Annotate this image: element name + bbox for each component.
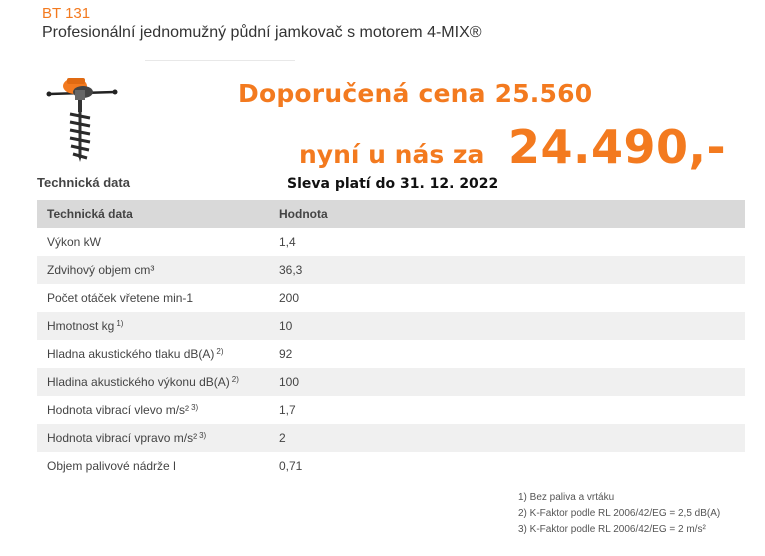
table-row — [37, 312, 745, 340]
footnote: 3) K-Faktor podle RL 2006/42/EG = 2 m/s² — [518, 524, 706, 535]
row-label: Zdvihový objem cm³ — [37, 256, 269, 284]
product-title: Profesionální jednomužný půdní jamkovač s motorem 4-MIX® — [42, 24, 482, 41]
row-label: Hladna akustického tlaku dB(A) $^{2)}$ — [37, 340, 269, 368]
our-price-label: nyní u nás za — [299, 140, 485, 169]
tech-data-table — [37, 200, 745, 480]
table-row — [37, 424, 745, 452]
product-image — [45, 72, 120, 162]
row-label: Hodnota vibrací vpravo m/s² $^{3)}$ — [37, 424, 269, 452]
row-value: 36,3 — [269, 256, 745, 284]
row-value: 1,4 — [269, 228, 745, 256]
row-value: 1,7 — [269, 396, 745, 424]
row-value: 10 — [269, 312, 745, 340]
table-row — [37, 452, 745, 480]
table-row — [37, 396, 745, 424]
row-value: 2 — [269, 424, 745, 452]
earth-auger-icon — [45, 72, 120, 162]
sale-price: 24.490,- — [508, 120, 727, 174]
table-row — [37, 284, 745, 312]
footnotes — [518, 490, 720, 538]
table-row — [37, 228, 745, 256]
row-value: 92 — [269, 340, 745, 368]
row-label: Objem palivové nádrže l — [37, 452, 269, 480]
footnote: 1) Bez paliva a vrtáku — [518, 492, 615, 503]
column-header-value: Hodnota — [269, 200, 745, 228]
table-row — [37, 256, 745, 284]
row-label: Hodnota vibrací vlevo m/s² $^{3)}$ — [37, 396, 269, 424]
tech-data-heading: Technická data — [37, 175, 130, 190]
row-label: Výkon kW — [37, 228, 269, 256]
row-value: 0,71 — [269, 452, 745, 480]
table-row — [37, 340, 745, 368]
divider — [145, 60, 295, 61]
footnote: 2) K-Faktor podle RL 2006/42/EG = 2,5 dB(A) — [518, 508, 721, 519]
table-row — [37, 368, 745, 396]
row-value: 100 — [269, 368, 745, 396]
row-value: 200 — [269, 284, 745, 312]
row-label: Hladina akustického výkonu dB(A) $^{2)}$ — [37, 368, 269, 396]
table-header-row — [37, 200, 745, 228]
product-model: BT 131 — [42, 5, 91, 22]
discount-validity: Sleva platí do 31. 12. 2022 — [287, 176, 499, 192]
row-label: Počet otáček vřetene min-1 — [37, 284, 269, 312]
recommended-price: Doporučená cena 25.560 — [238, 79, 593, 108]
column-header-label: Technická data — [37, 200, 269, 228]
row-label: Hmotnost kg $^{1)}$ — [37, 312, 269, 340]
